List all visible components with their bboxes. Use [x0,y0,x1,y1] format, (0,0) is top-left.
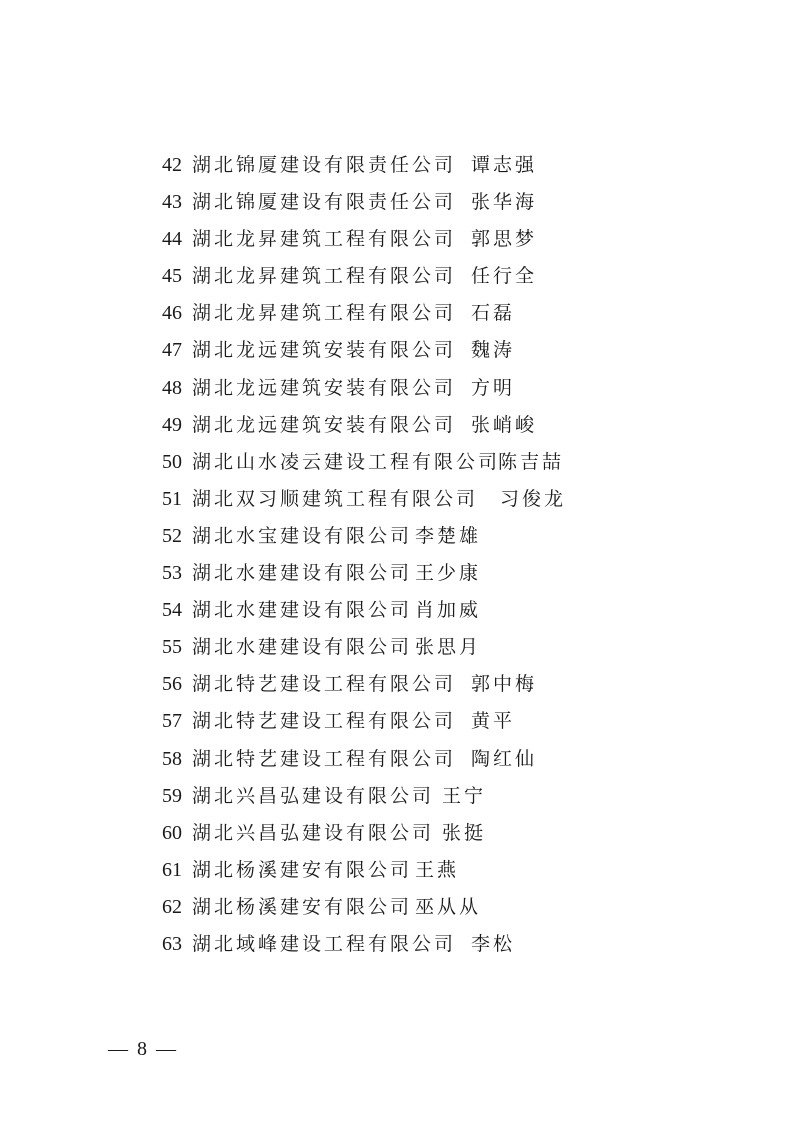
person-name: 石磊 [471,302,516,325]
company-name: 湖北龙远建筑安装有限公司 [192,376,457,399]
company-name: 湖北水宝建设有限公司 [192,524,413,547]
entry-number: 46 [162,302,182,325]
person-name: 张挺 [442,821,487,844]
entry-number: 48 [162,376,182,399]
entry-number: 43 [162,191,182,214]
person-name: 李松 [471,932,516,955]
person-name: 郭中梅 [471,673,538,696]
list-item [0,555,794,592]
entry-number: 57 [162,710,182,733]
entry-number: 59 [162,784,182,807]
person-name: 张华海 [471,191,538,214]
company-name: 湖北锦厦建设有限责任公司 [192,191,457,214]
list-item [0,184,794,221]
name-list [0,147,794,963]
company-name: 湖北水建建设有限公司 [192,599,413,622]
company-name: 湖北杨溪建安有限公司 [192,858,413,881]
entry-number: 45 [162,265,182,288]
list-item [0,444,794,481]
company-name: 湖北水建建设有限公司 [192,636,413,659]
list-item [0,815,794,852]
entry-number: 62 [162,895,182,918]
person-name: 黄平 [471,710,516,733]
entry-number: 53 [162,562,182,585]
person-name: 肖加威 [415,599,482,622]
person-name: 张峭峻 [471,413,538,436]
list-item [0,666,794,703]
company-name: 湖北特艺建设工程有限公司 [192,710,457,733]
entry-number: 47 [162,339,182,362]
person-name: 谭志强 [471,154,538,176]
entry-number: 44 [162,228,182,251]
list-item [0,741,794,778]
company-name: 湖北龙昇建筑工程有限公司 [192,302,457,325]
list-item [0,407,794,444]
entry-number: 55 [162,636,182,659]
list-item [0,852,794,889]
list-item [0,258,794,295]
person-name: 方明 [471,376,516,399]
entry-number: 63 [162,932,182,955]
person-name: 陶红仙 [471,747,538,770]
list-item [0,370,794,407]
company-name: 湖北龙远建筑安装有限公司 [192,339,457,362]
person-name: 魏涛 [471,339,516,362]
company-name: 湖北兴昌弘建设有限公司 [192,784,435,807]
person-name: 李楚雄 [415,524,482,547]
list-item [0,703,794,740]
person-name: 郭思梦 [471,228,538,251]
company-name: 湖北特艺建设工程有限公司 [192,673,457,696]
person-name: 王燕 [415,858,460,881]
company-name: 湖北山水凌云建设工程有限公司 [192,450,501,473]
entry-number: 58 [162,747,182,770]
person-name: 王少康 [415,562,482,585]
company-name: 湖北水建建设有限公司 [192,562,413,585]
company-name: 湖北特艺建设工程有限公司 [192,747,457,770]
list-item [0,295,794,332]
list-item [0,518,794,555]
list-item [0,332,794,369]
entry-number: 49 [162,413,182,436]
list-item [0,889,794,926]
company-name: 湖北域峰建设工程有限公司 [192,932,457,955]
person-name: 陈吉喆 [498,450,565,473]
entry-number: 56 [162,673,182,696]
entry-number: 51 [162,487,182,510]
company-name: 湖北龙昇建筑工程有限公司 [192,265,457,288]
person-name: 张思月 [415,636,482,659]
list-item [0,629,794,666]
company-name: 湖北锦厦建设有限责任公司 [192,154,457,176]
list-item [0,926,794,963]
person-name: 任行全 [471,265,538,288]
entry-number: 61 [162,858,182,881]
company-name: 湖北龙昇建筑工程有限公司 [192,228,457,251]
person-name: 王宁 [442,784,487,807]
person-name: 巫从从 [415,895,482,918]
entry-number: 60 [162,821,182,844]
list-item [0,592,794,629]
list-item [0,481,794,518]
entry-number: 54 [162,599,182,622]
list-item [0,221,794,258]
person-name: 习俊龙 [500,487,567,510]
company-name: 湖北杨溪建安有限公司 [192,895,413,918]
entry-number: 52 [162,524,182,547]
entry-number: 50 [162,450,182,473]
company-name: 湖北兴昌弘建设有限公司 [192,821,435,844]
company-name: 湖北龙远建筑安装有限公司 [192,413,457,436]
entry-number: 42 [162,154,182,176]
list-item [0,778,794,815]
page-number: — 8 — [108,1038,178,1060]
list-item [0,147,794,184]
company-name: 湖北双习顺建筑工程有限公司 [192,487,479,510]
